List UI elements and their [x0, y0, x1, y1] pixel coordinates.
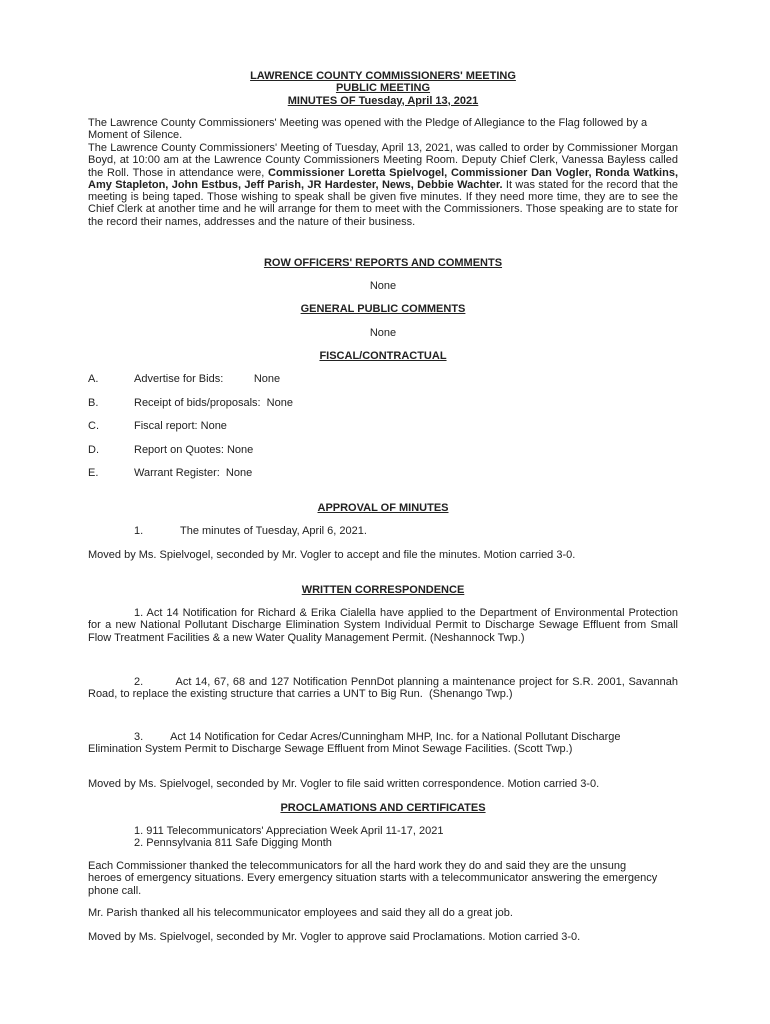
section-heading: GENERAL PUBLIC COMMENTS — [300, 303, 466, 315]
item-label: D. — [88, 444, 99, 456]
section-body: None — [369, 280, 397, 292]
paragraph: Mr. Parish thanked all his telecommunicator employees and said they all do a great job. — [88, 907, 513, 919]
item-number: 1. — [134, 525, 144, 537]
section-heading: FISCAL/CONTRACTUAL — [319, 350, 447, 362]
text: The Lawrence County Commissioners' Meeting of Tuesday, April 13, 2021, was called to order by Commissioner Morgan Boyd, at 10:00 am at the Lawrence County Commissioners Meeting Room. Deputy Chief Clerk, Vanessa Bayless called the Roll. Those in attendance were, — [88, 142, 678, 179]
correspondence-item: 3. Act 14 Notification for Cedar Acres/Cunningham MHP, Inc. for a National Pollutant Discharge Elimination System Permit to Discharge Sewage Effluent from Minot Sewage Facilities. (Scott Twp.) — [88, 731, 624, 756]
list-item: 1. 911 Telecommunicators' Appreciation Week April 11-17, 2021 — [134, 825, 444, 837]
correspondence-item: 1. Act 14 Notification for Richard & Erika Cialella have applied to the Department of Environmental Protection for a new National Pollutant Discharge Elimination System Individual Permit to Discharge Sewage Effluent from Small Flow Treatment Facilities & a new Water Quality Management Permit. (Neshannock Twp.) — [88, 607, 682, 644]
text: It was stated for the record that the meeting is being taped. Those wishing to speak shall be given five minutes. If they need more time, they are to see the Chief Clerk at another time and he will arrange for them to meet with the Commissioners. Those speaking are to state for the record their names, addresses and the nature of their business. — [88, 178, 678, 228]
section-heading: WRITTEN CORRESPONDENCE — [301, 584, 465, 596]
item-label: C. — [88, 420, 99, 432]
attendees: Commissioner Loretta Spielvogel, Commissioner Dan Vogler, Ronda Watkins, Amy Stapleton, John Estbus, Jeff Parish, JR Hardester, News, Debbie Wachter. — [88, 166, 679, 191]
title-line: MINUTES OF Tuesday, April 13, 2021 — [287, 94, 479, 107]
motion: Moved by Ms. Spielvogel, seconded by Mr. Vogler to file said written correspondence. Motion carried 3-0. — [88, 778, 600, 790]
section-heading: ROW OFFICERS' REPORTS AND COMMENTS — [263, 257, 503, 269]
list-item: 2. Pennsylvania 811 Safe Digging Month — [134, 837, 332, 850]
title-line: LAWRENCE COUNTY COMMISSIONERS' MEETING — [250, 70, 516, 82]
item-text: Warrant Register: None — [134, 467, 253, 479]
document-title — [88, 70, 678, 107]
item-text: Report on Quotes: None — [134, 444, 254, 456]
item-label: E. — [88, 467, 99, 479]
section-heading: PROCLAMATIONS AND CERTIFICATES — [280, 802, 486, 814]
item-label: A. — [88, 373, 99, 385]
proclamation-list — [134, 825, 443, 850]
item-text: Receipt of bids/proposals: None — [134, 397, 293, 409]
approval-item: The minutes of Tuesday, April 6, 2021. — [180, 525, 367, 537]
section-heading: APPROVAL OF MINUTES — [317, 502, 449, 514]
motion: Moved by Ms. Spielvogel, seconded by Mr. Vogler to approve said Proclamations. Motion carried 3-0. — [88, 931, 581, 943]
correspondence-item: 2. Act 14, 67, 68 and 127 Notification PennDot planning a maintenance project for S.R. 2001, Savannah Road, to replace the existing structure that carries a UNT to Big Run. (Shenango Twp.) — [88, 676, 682, 701]
item-text: Advertise for Bids: None — [134, 373, 281, 385]
item-text: Fiscal report: None — [134, 420, 227, 432]
title-line: PUBLIC MEETING — [335, 82, 431, 95]
section-body: None — [369, 327, 397, 339]
opening-paragraph: The Lawrence County Commissioners' Meeting was opened with the Pledge of Allegiance to the Flag followed by a Moment of Silence. — [88, 117, 648, 142]
item-label: B. — [88, 397, 99, 409]
call-to-order-paragraph — [88, 142, 678, 228]
paragraph: Each Commissioner thanked the telecommunicators for all the hard work they do and said they are the unsung heroes of emergency situations. Every emergency situation starts with a telecommunicator answering the emergency phone call. — [88, 860, 658, 897]
motion: Moved by Ms. Spielvogel, seconded by Mr. Vogler to accept and file the minutes. Motion carried 3-0. — [88, 549, 576, 561]
